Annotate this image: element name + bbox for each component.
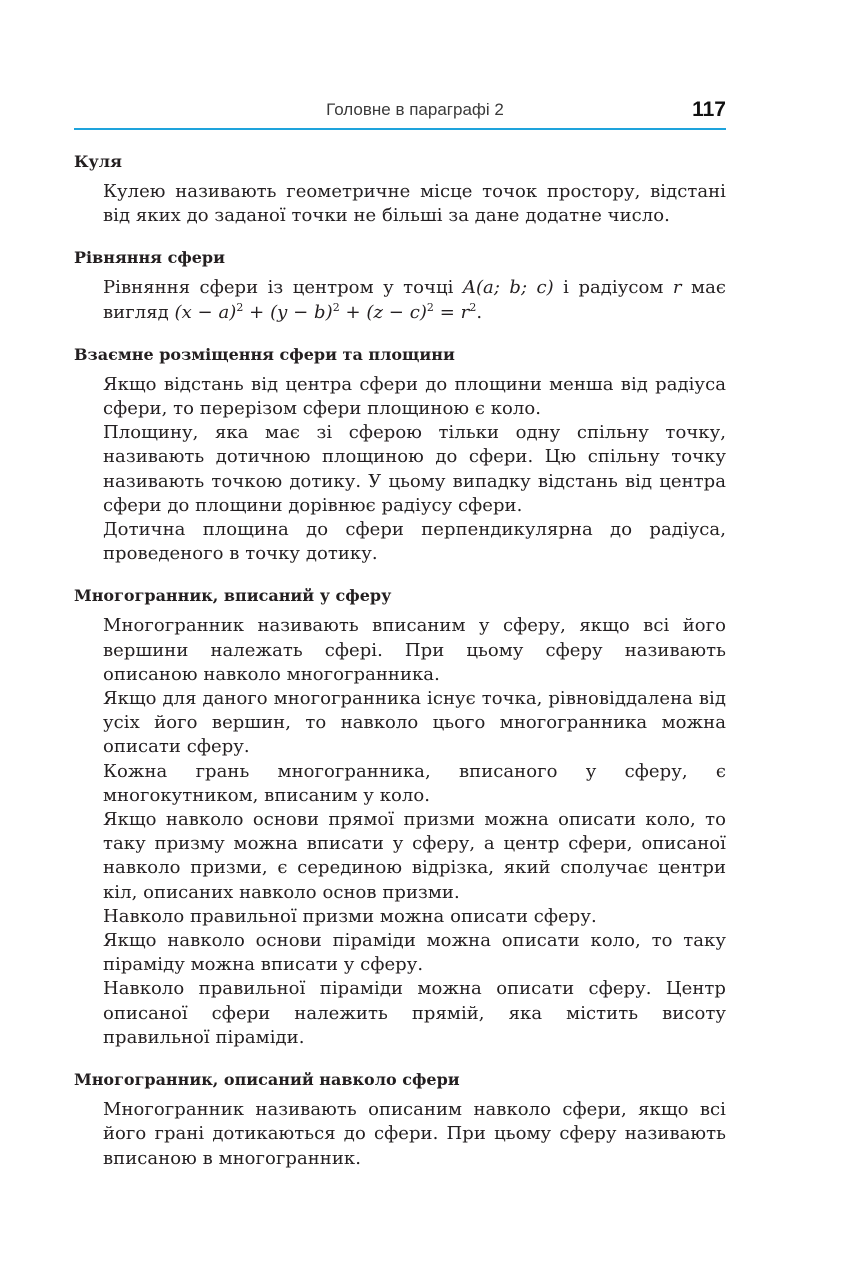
formula-exponent: 2 — [426, 300, 434, 314]
paragraph: Многогранник називають вписаним у сферу, якщо всі його вершини належать сфері. При цьому сферу називають описаною навколо многогранника. — [103, 615, 726, 685]
section-title: Рівняння сфери — [74, 248, 225, 268]
section-title: Многогранник, вписаний у сферу — [74, 586, 392, 606]
page-content — [74, 150, 726, 1189]
paragraph: Якщо відстань від центра сфери до площини менша від радіуса сфери, то перерізом сфери площиною є коло. — [103, 373, 726, 420]
paragraph: Якщо для даного многогранника існує точка, рівновіддалена від усіх його вершин, то навколо цього многогранника можна описати сферу. — [103, 688, 726, 758]
equation-text: має вигляд — [103, 277, 726, 323]
paragraph: Площину, яка має зі сферою тільки одну спільну точку, називають дотичною площиною до сфери. Цю спільну точку називають точкою дотику. У цьому випадку відстань від центра сфери до площини дорівнює радіусу сфери. — [103, 422, 726, 516]
equation-radius: r — [672, 277, 682, 299]
paragraph: Якщо навколо основи прямої призми можна описати коло, то таку призму можна вписати у сферу, а центр сфери, описаної навколо призми, є серединою відрізка, який сполучає центри кіл, описаних навколо основ призми. — [103, 809, 726, 903]
equation-point: A — [462, 277, 476, 299]
formula-end: . — [476, 301, 483, 323]
equation-text: Рівняння сфери із центром у точці — [103, 277, 463, 299]
formula-term: + (y − b) — [243, 301, 333, 323]
equation-coords: (a; b; c) — [475, 277, 554, 299]
paragraph: Навколо правильної призми можна описати сферу. — [103, 905, 597, 927]
section-sphere-plane — [74, 343, 726, 567]
running-title: Головне в параграфі 2 — [326, 100, 504, 119]
formula-exponent: 2 — [236, 300, 244, 314]
paragraph: Кулею називають геометричне місце точок простору, відстані від яких до заданої точки не більші за дане додатне число. — [103, 181, 726, 227]
section-inscribed-polyhedron — [74, 584, 726, 1050]
formula-term: + (z − c) — [339, 301, 427, 323]
section-title: Взаємне розміщення сфери та площини — [74, 344, 455, 364]
section-title: Многогранник, описаний навколо сфери — [74, 1070, 460, 1090]
paragraph: Кожна грань многогранника, вписаного у сферу, є многокутником, вписаним у коло. — [103, 760, 726, 806]
page-number: 117 — [692, 98, 726, 121]
paragraph: Дотична площина до сфери перпендикулярна до радіуса, проведеного в точку дотику. — [103, 519, 726, 565]
equation-paragraph — [103, 276, 726, 324]
formula-term: (x − a) — [174, 301, 237, 323]
section-circumscribed-polyhedron — [74, 1068, 726, 1171]
section-ball — [74, 150, 726, 228]
formula-exponent: 2 — [332, 300, 340, 314]
section-title: Куля — [74, 152, 122, 171]
page-header — [74, 96, 726, 130]
formula-term: = r — [433, 301, 470, 323]
paragraph: Якщо навколо основи піраміди можна описати коло, то таку піраміду можна вписати у сферу. — [103, 930, 726, 976]
header-rule — [74, 128, 726, 130]
equation-text: і радіусом — [553, 277, 673, 299]
paragraph: Многогранник називають описаним навколо сфери, якщо всі його грані дотикаються до сфери. При цьому сферу називають вписаною в многогранник. — [103, 1099, 726, 1169]
paragraph: Навколо правильної піраміди можна описати сферу. Центр описаної сфери належить прямій, яка містить висоту правильної піраміди. — [103, 978, 726, 1048]
formula-exponent: 2 — [469, 300, 477, 314]
section-sphere-equation — [74, 246, 726, 324]
